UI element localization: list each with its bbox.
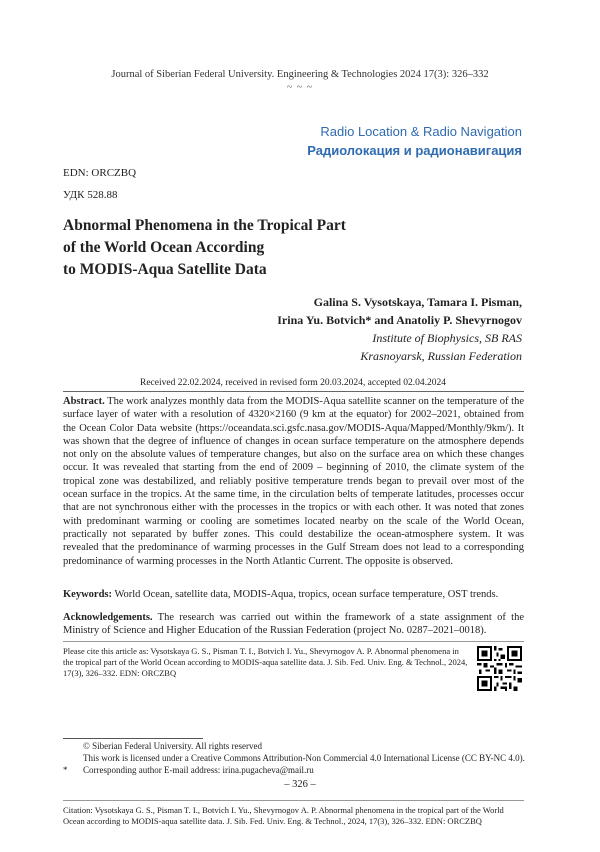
abstract-text: The work analyzes monthly data from the MODIS-Aqua satellite scanner on the temperature of the surface layer of water with a resolution of 4320×2160 (9 km at the equator) for 2002–2021, obtained from the Ocean Color Data website (https://oceandata.sci.gsfc.nasa.gov/MODIS-Aqua/Mapped/Monthly/9km/). It was shown that the degree of influence of changes in ocean surface temperature on the atmosphere depends not only on the absolute values of temperature changes, but also on the surface area on which these changes occur. It was revealed that starting from the end of 2009 – beginning of 2010, the climate system of the tropical zone was destabilized, and reliably positive temperature trends began to prevail over most of the ocean surface in the tropics. At the same time, in the circulation belts of temperate latitudes, processes occur that are not synchronous either with the processes in the tropics or with each other. It was noted that zones with predominant warming or cooling are sometimes located nearby on the scale of the World Ocean, practically not separated by buffer zones. This could destabilize the ocean-atmosphere system. It was revealed that the predominance of warming processes in the Gulf Stream does not lead to a corresponding predominance of warming processes in the North Atlantic Current. The opposite is observed. [63,396,524,567]
title-line: Abnormal Phenomena in the Tropical Part [63,217,346,234]
footer-citation: Citation: Vysotskaya G. S., Pisman T. I., Botvich I. Yu., Shevyrnogov A. P. Abnormal phenomena in the tropical part of the World Ocean according to MODIS-aqua satellite data. J. Sib. Fed. Univ. Eng. & Technol., 2024, 17(3), 326–332. EDN: ORCZBQ [63,800,524,827]
keywords [63,588,524,601]
keywords-text: World Ocean, satellite data, MODIS-Aqua, tropics, ocean surface temperature, OST trends. [114,589,499,600]
keywords-label: Keywords: [63,589,112,600]
affiliation-line: Institute of Biophysics, SB RAS [372,331,522,345]
title-line: to MODIS-Aqua Satellite Data [63,261,267,278]
affiliation [360,329,522,365]
udk-code: УДК 528.88 [63,189,118,201]
authors-line: Irina Yu. Botvich* and Anatoliy P. Shevyrnogov [277,313,522,327]
corresponding-email: Corresponding author E-mail address: irina.pugacheva@mail.ru [83,765,314,775]
citation-text: Please cite this article as: Vysotskaya G. S., Pisman T. I., Botvich I. Yu., Shevyrnogov A. P. Abnormal phenomena in the tropical part of the World Ocean according to MODIS-aqua satellite data. J. Sib. Fed. Univ. Eng. & Technol., 2024, 17(3), 326–332. EDN: ORCZBQ [63,646,468,678]
acknowledgements [63,611,524,638]
received-dates: Received 22.02.2024, received in revised form 20.03.2024, accepted 02.04.2024 [139,378,447,388]
page-number: – 326 – [284,779,316,790]
authors-line: Galina S. Vysotskaya, Tamara I. Pisman, [313,295,522,309]
abstract-label: Abstract. [63,396,105,407]
section-title-ru: Радиолокация и радионавигация [307,143,522,158]
abstract [63,391,524,568]
author-list [277,293,522,329]
title-line: of the World Ocean According [63,239,265,256]
corresponding-author [63,765,314,775]
footnote-star: * [63,765,68,775]
article-title [63,215,393,281]
edn-code: EDN: ORCZBQ [63,167,137,179]
section-title-en: Radio Location & Radio Navigation [320,124,522,139]
license-notice: This work is licensed under a Creative Commons Attribution-Non Commercial 4.0 International License (CC BY-NC 4.0). [83,753,525,763]
header-separator: ~ ~ ~ [286,82,314,93]
acknowledgements-text: The research was carried out within the framework of a state assignment of the Ministry of Science and Higher Education of the Russian Federation (project No. 0287–2021–0018). [63,612,525,637]
qr-code-icon [477,646,522,691]
affiliation-line: Krasnoyarsk, Russian Federation [360,349,522,363]
journal-header: Journal of Siberian Federal University. Engineering & Technologies 2024 17(3): 326–332 [111,69,489,80]
acknowledgements-label: Acknowledgements. [63,612,153,623]
copyright-notice: © Siberian Federal University. All rights reserved [83,741,262,751]
footnote-divider [63,738,203,739]
